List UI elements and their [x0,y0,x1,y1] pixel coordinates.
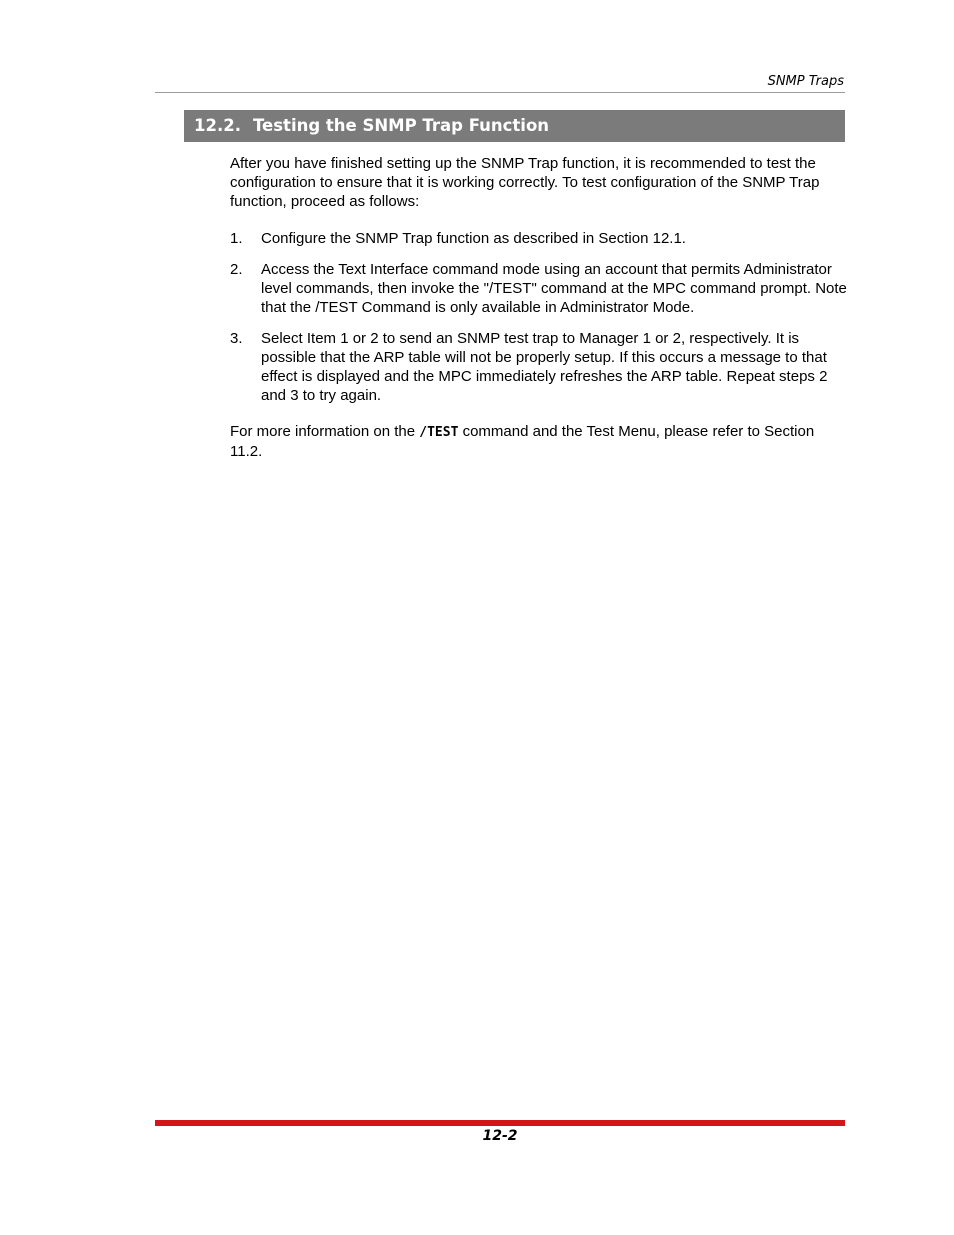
running-header: SNMP Traps [767,74,844,89]
step-text: Access the Text Interface command mode using an account that permits Administrator level commands, then invoke the "/TEST" command at the MPC command prompt. Note that the /TEST Command is only available in Administrator Mode. [261,261,847,316]
step-text: Select Item 1 or 2 to send an SNMP test trap to Manager 1 or 2, respectively. It is possible that the ARP table will not be properly setup. If this occurs a message to that effect is displayed and the MPC immediately refreshes the ARP table. Repeat steps 2 and 3 to try again. [261,330,828,404]
header-divider [155,92,845,93]
command-name: /TEST [419,425,459,440]
step-text: Configure the SNMP Trap function as described in Section 12.1. [261,230,686,247]
footer-divider [155,1120,845,1126]
reference-text-after: command and the Test Menu, please refer to Section 11.2. [230,423,815,460]
step-number: 2. [230,261,243,278]
reference-paragraph [230,422,850,461]
reference-text-before: For more information on the [230,423,420,440]
section-number: 12.2. [194,116,241,135]
intro-paragraph: After you have finished setting up the SNMP Trap function, it is recommended to test the configuration to ensure that it is working correctly. To test configuration of the SNMP Trap function, proceed as follows: [230,155,820,210]
procedure-steps [230,229,850,405]
section-heading-bar [184,110,845,142]
body-content [230,154,850,461]
list-item [230,260,850,317]
list-item [230,229,850,248]
step-number: 1. [230,230,243,247]
step-number: 3. [230,330,243,347]
page-number: 12-2 [482,1128,518,1144]
list-item [230,329,850,405]
section-title: Testing the SNMP Trap Function [252,116,550,135]
